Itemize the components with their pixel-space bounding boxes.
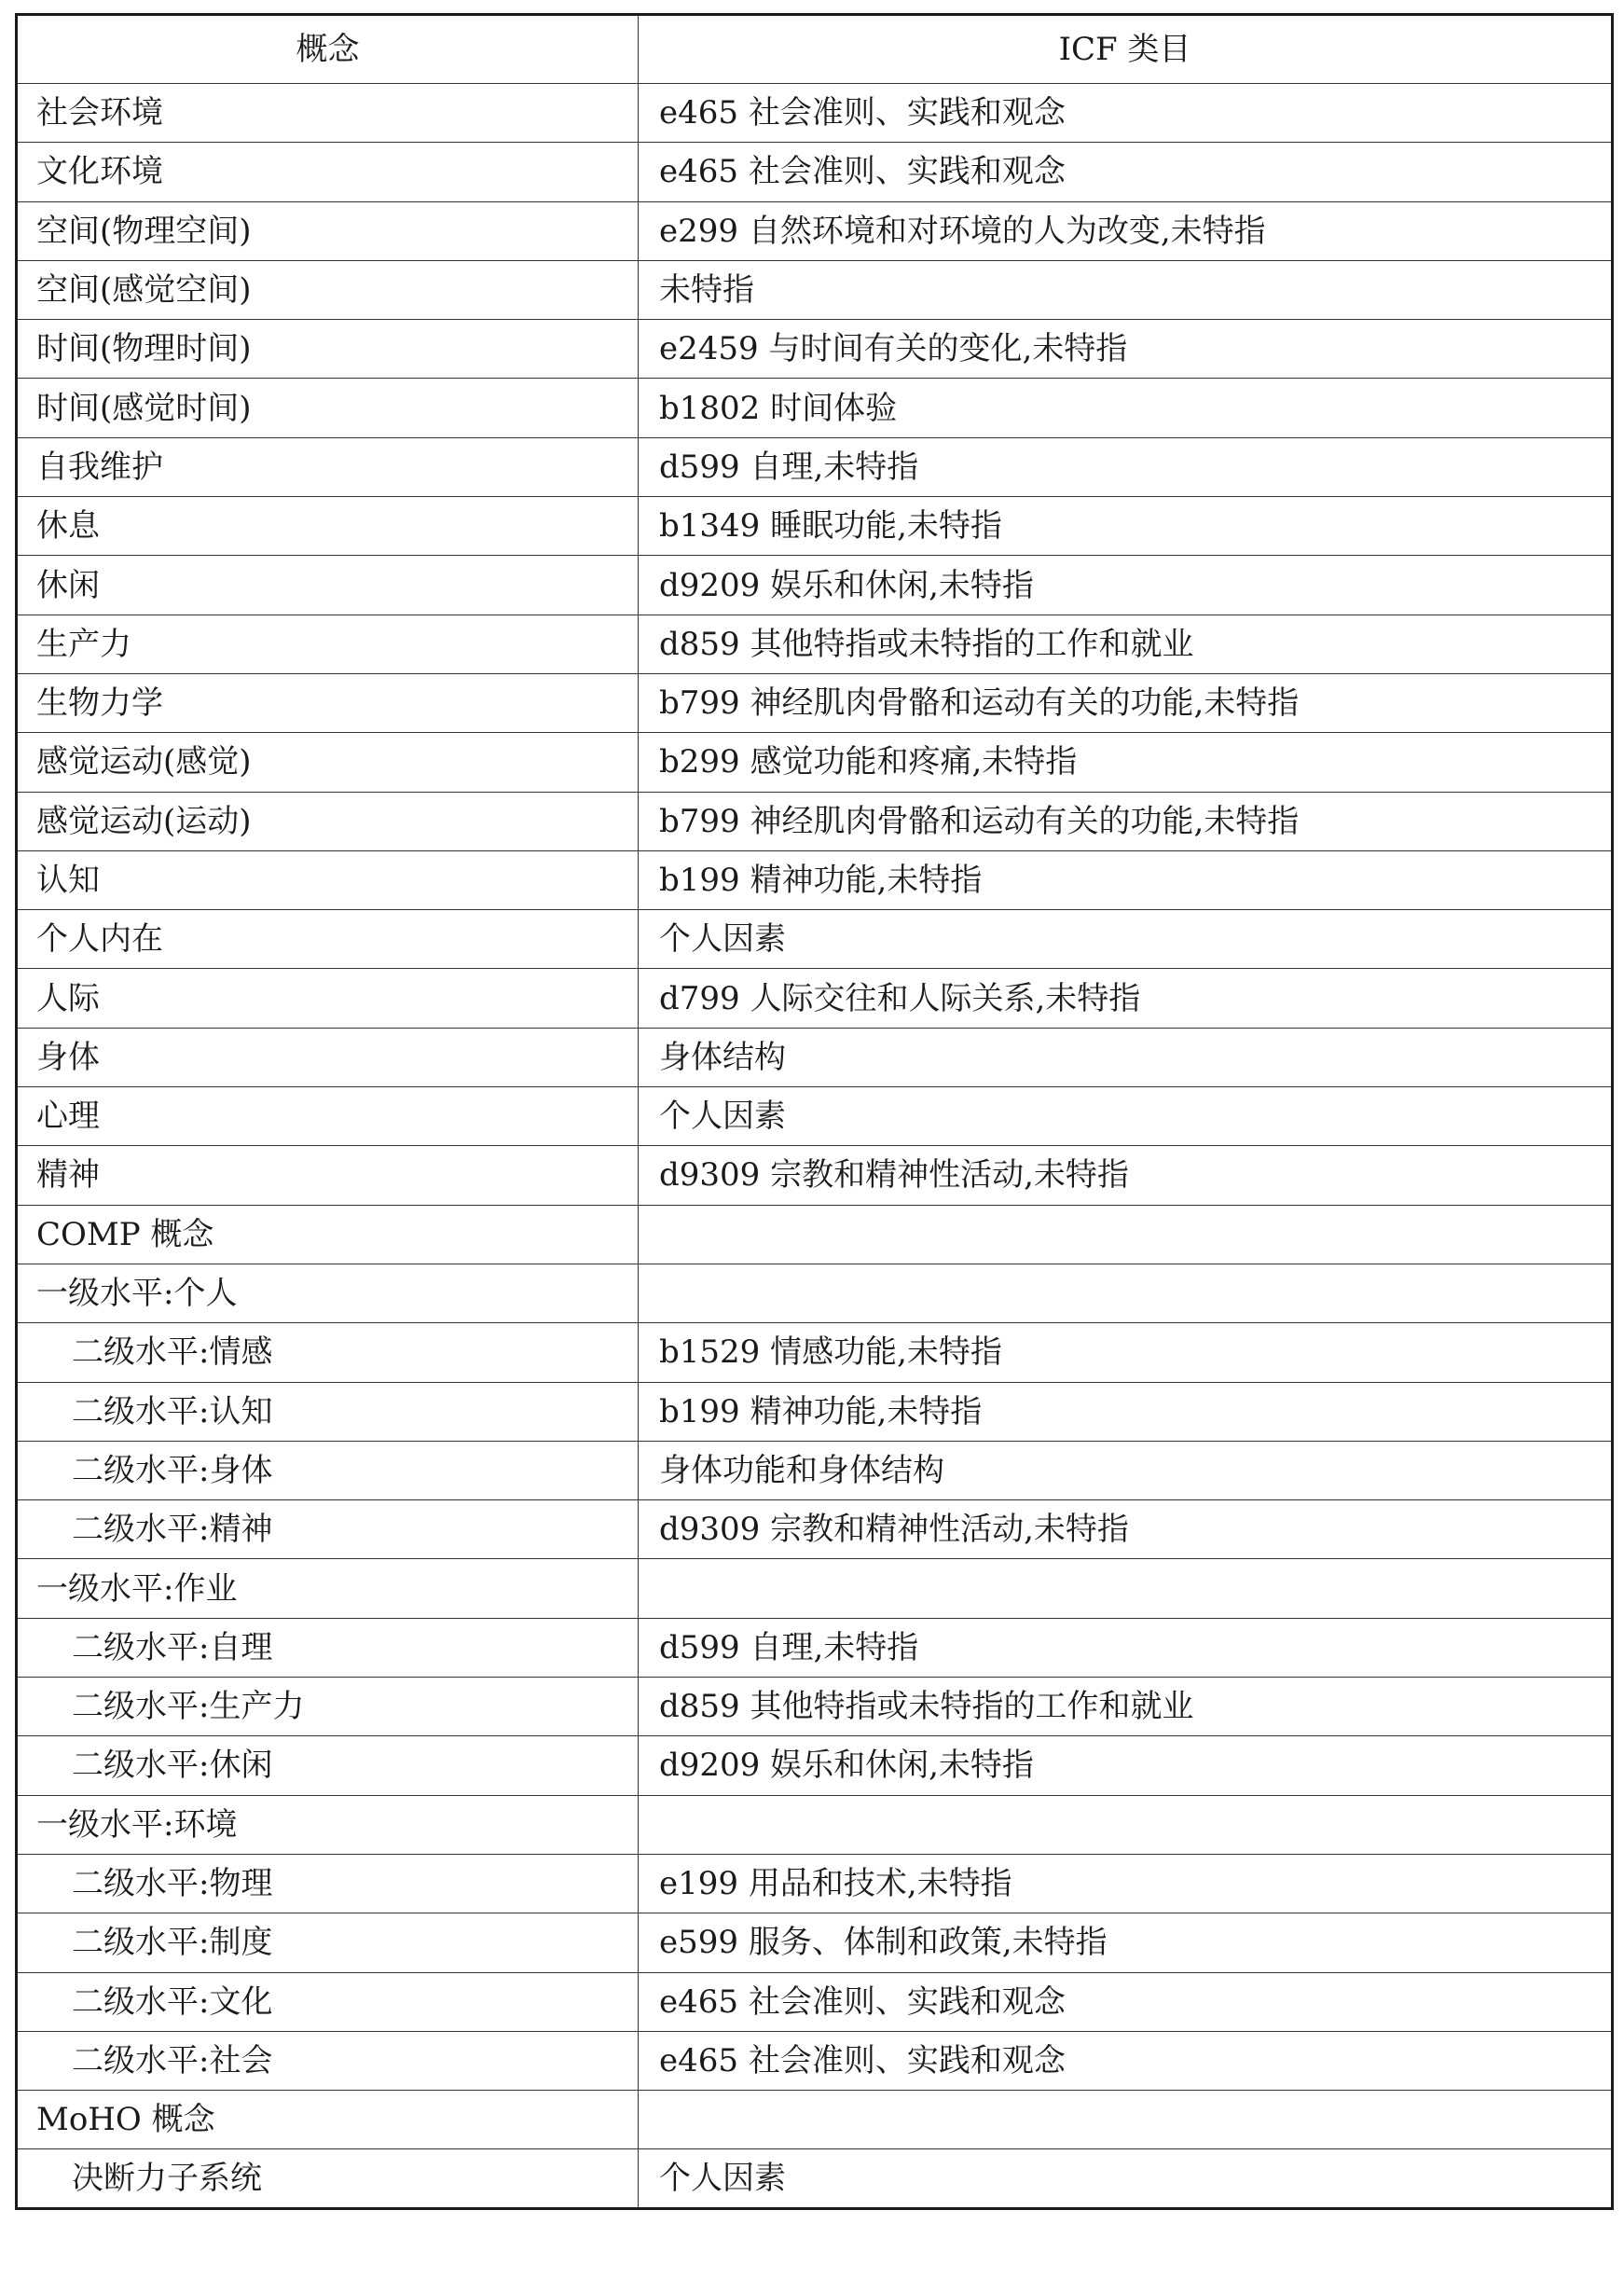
table-row [17,379,1613,437]
table-header-row [17,15,1613,84]
icf-category-cell: d859 其他特指或未特指的工作和就业 [639,1678,1613,1736]
table-row [17,437,1613,496]
icf-category-cell: d9209 娱乐和休闲,未特指 [639,556,1613,615]
icf-category-cell: e2459 与时间有关的变化,未特指 [639,320,1613,379]
table-row [17,1854,1613,1913]
icf-category-cell: d799 人际交往和人际关系,未特指 [639,969,1613,1028]
concept-cell: 二级水平:制度 [17,1913,639,1972]
table-row [17,201,1613,260]
table-row [17,1678,1613,1736]
table-row [17,143,1613,201]
table-row [17,1146,1613,1205]
icf-category-cell: 身体结构 [639,1028,1613,1086]
table-row [17,497,1613,556]
concept-cell: 二级水平:社会 [17,2031,639,2090]
table-row [17,792,1613,850]
icf-category-cell: d9309 宗教和精神性活动,未特指 [639,1500,1613,1559]
concept-cell: 一级水平:作业 [17,1559,639,1618]
icf-category-cell: b799 神经肌肉骨骼和运动有关的功能,未特指 [639,673,1613,732]
concept-cell: 二级水平:物理 [17,1854,639,1913]
concept-cell: 个人内在 [17,910,639,969]
table-row [17,1087,1613,1146]
icf-category-cell: b299 感觉功能和疼痛,未特指 [639,733,1613,792]
concept-cell: 身体 [17,1028,639,1086]
table-row [17,969,1613,1028]
table-row [17,1382,1613,1441]
icf-category-cell: b1802 时间体验 [639,379,1613,437]
icf-category-cell: e465 社会准则、实践和观念 [639,84,1613,143]
concept-cell: 空间(物理空间) [17,201,639,260]
table-row [17,910,1613,969]
table-row [17,615,1613,673]
icf-category-cell: 个人因素 [639,910,1613,969]
table-row [17,1736,1613,1795]
table-row [17,1795,1613,1854]
icf-category-cell: e299 自然环境和对环境的人为改变,未特指 [639,201,1613,260]
icf-category-cell [639,2091,1613,2149]
concept-cell: 感觉运动(感觉) [17,733,639,792]
icf-category-cell: b199 精神功能,未特指 [639,1382,1613,1441]
table-row [17,1500,1613,1559]
concept-cell: COMP 概念 [17,1205,639,1264]
icf-category-cell: 未特指 [639,260,1613,319]
icf-category-cell [639,1795,1613,1854]
icf-category-cell: b1349 睡眠功能,未特指 [639,497,1613,556]
concept-cell: 时间(物理时间) [17,320,639,379]
table-row [17,320,1613,379]
icf-category-cell: b1529 情感功能,未特指 [639,1323,1613,1382]
concept-cell: 自我维护 [17,437,639,496]
table-body [17,84,1613,2209]
column-header-concept: 概念 [17,15,639,84]
concept-icf-table [15,13,1614,2210]
icf-category-cell: 身体功能和身体结构 [639,1441,1613,1499]
icf-category-cell: d859 其他特指或未特指的工作和就业 [639,615,1613,673]
concept-cell: 一级水平:个人 [17,1264,639,1322]
concept-cell: 休息 [17,497,639,556]
table-row [17,1972,1613,2031]
concept-cell: 人际 [17,969,639,1028]
concept-cell: 文化环境 [17,143,639,201]
icf-category-cell: 个人因素 [639,1087,1613,1146]
concept-cell: 生物力学 [17,673,639,732]
table-row [17,850,1613,909]
icf-category-cell: b199 精神功能,未特指 [639,850,1613,909]
table-row [17,260,1613,319]
concept-cell: MoHO 概念 [17,2091,639,2149]
concept-cell: 社会环境 [17,84,639,143]
icf-category-cell: d599 自理,未特指 [639,437,1613,496]
table-row [17,1441,1613,1499]
concept-cell: 二级水平:休闲 [17,1736,639,1795]
concept-cell: 二级水平:认知 [17,1382,639,1441]
table-row [17,2149,1613,2208]
concept-cell: 休闲 [17,556,639,615]
icf-category-cell: d9209 娱乐和休闲,未特指 [639,1736,1613,1795]
table-row [17,1559,1613,1618]
concept-cell: 二级水平:文化 [17,1972,639,2031]
table-row [17,733,1613,792]
table-row [17,2091,1613,2149]
concept-cell: 二级水平:生产力 [17,1678,639,1736]
concept-cell: 空间(感觉空间) [17,260,639,319]
icf-category-cell: b799 神经肌肉骨骼和运动有关的功能,未特指 [639,792,1613,850]
icf-category-cell: e465 社会准则、实践和观念 [639,1972,1613,2031]
concept-cell: 生产力 [17,615,639,673]
table-row [17,2031,1613,2090]
concept-cell: 时间(感觉时间) [17,379,639,437]
table-row [17,1205,1613,1264]
table-row [17,1028,1613,1086]
concept-cell: 二级水平:身体 [17,1441,639,1499]
column-header-icf-category: ICF 类目 [639,15,1613,84]
table-row [17,673,1613,732]
table-row [17,1323,1613,1382]
icf-category-cell: e465 社会准则、实践和观念 [639,2031,1613,2090]
icf-category-cell: 个人因素 [639,2149,1613,2208]
table-row [17,84,1613,143]
table-row [17,1913,1613,1972]
icf-category-cell: d9309 宗教和精神性活动,未特指 [639,1146,1613,1205]
concept-cell: 二级水平:精神 [17,1500,639,1559]
table-row [17,556,1613,615]
concept-cell: 感觉运动(运动) [17,792,639,850]
icf-category-cell [639,1205,1613,1264]
concept-cell: 二级水平:自理 [17,1618,639,1677]
icf-category-cell: d599 自理,未特指 [639,1618,1613,1677]
concept-cell: 一级水平:环境 [17,1795,639,1854]
concept-cell: 二级水平:情感 [17,1323,639,1382]
icf-category-cell: e599 服务、体制和政策,未特指 [639,1913,1613,1972]
icf-category-cell [639,1559,1613,1618]
concept-cell: 认知 [17,850,639,909]
concept-cell: 决断力子系统 [17,2149,639,2208]
concept-cell: 心理 [17,1087,639,1146]
icf-category-cell: e465 社会准则、实践和观念 [639,143,1613,201]
table-row [17,1264,1613,1322]
icf-category-cell [639,1264,1613,1322]
table-row [17,1618,1613,1677]
icf-category-cell: e199 用品和技术,未特指 [639,1854,1613,1913]
concept-cell: 精神 [17,1146,639,1205]
